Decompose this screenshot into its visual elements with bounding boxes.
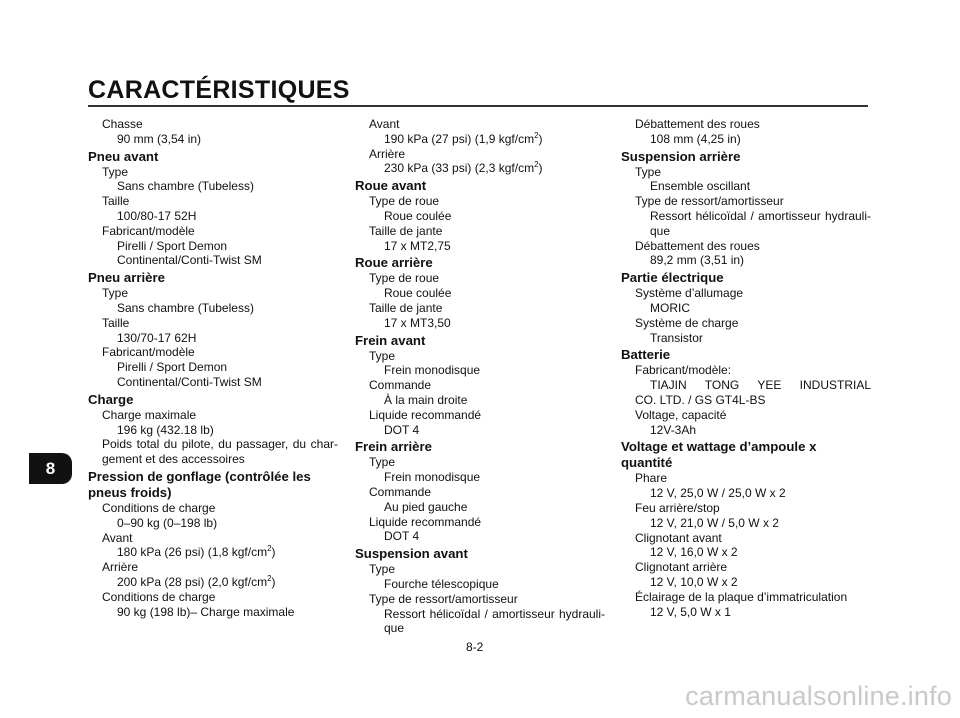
section-heading-frein-arriere: Frein arrière <box>355 439 432 455</box>
spec-value: Fourche télescopique <box>384 576 499 591</box>
spec-value: Continental/Conti-Twist SM <box>117 374 262 389</box>
section-heading-frein-avant: Frein avant <box>355 332 426 348</box>
spec-value: Continental/Conti-Twist SM <box>117 253 262 268</box>
spec-label: Type de roue <box>369 194 440 209</box>
section-heading-charge: Charge <box>88 391 134 407</box>
spec-label: Fabricant/modèle: <box>635 363 732 378</box>
spec-label: Voltage, capacité <box>635 407 727 422</box>
spec-value: 108 mm (4,25 in) <box>650 131 741 146</box>
heading-line: quantité <box>621 455 673 471</box>
spec-value: 196 kg (432.18 lb) <box>117 422 214 437</box>
spec-value: 17 x MT2,75 <box>384 238 451 253</box>
spec-value: Pirelli / Sport Demon <box>117 238 228 253</box>
spec-value: 180 kPa (26 psi) (1,8 kgf/$cm^2$) <box>117 544 276 560</box>
spec-value: 130/70-17 62H <box>117 330 197 345</box>
spec-value: Sans chambre (Tubeless) <box>117 300 254 315</box>
section-heading-roue-arriere: Roue arrière <box>355 255 433 271</box>
spec-label: Avant <box>102 530 133 545</box>
spec-label: Type de roue <box>369 271 440 286</box>
section-heading-pression <box>88 469 338 501</box>
page-title: CARACTÉRISTIQUES <box>88 76 350 104</box>
spec-value-line: Ressort hélicoïdal / amortisseur hydrauli- <box>384 606 605 621</box>
column-2 <box>355 117 605 636</box>
spec-value: MORIC <box>650 300 690 315</box>
spec-value-line: CO. LTD. / GS GT4L-BS <box>635 392 766 407</box>
heading-line: Voltage et wattage d’ampoule x <box>621 439 817 455</box>
spec-value: 12 V, 10,0 W x 2 <box>650 574 738 589</box>
spec-label: Type <box>635 164 662 179</box>
spec-value: 0–90 kg (0–198 lb) <box>117 515 218 530</box>
spec-note-line: Poids total du pilote, du passager, du char- <box>102 437 338 452</box>
spec-label: Éclairage de la plaque d’immatriculation <box>635 589 848 604</box>
spec-label: Commande <box>369 378 432 393</box>
spec-value-line: que <box>650 223 671 238</box>
spec-label: Type <box>102 164 129 179</box>
spec-value <box>621 378 871 408</box>
heading-line: Pression de gonflage (contrôlée les <box>88 468 311 484</box>
title-rule <box>88 105 868 107</box>
spec-value: 200 kPa (28 psi) (2,0 kgf/$cm^2$) <box>117 573 276 589</box>
heading-line: pneus froids) <box>88 484 172 500</box>
spec-note <box>88 437 338 467</box>
section-heading-suspension-avant: Suspension avant <box>355 546 468 562</box>
spec-value: 17 x MT3,50 <box>384 315 451 330</box>
section-heading-suspension-arriere: Suspension arrière <box>621 148 741 164</box>
spec-label: Type <box>369 348 396 363</box>
spec-value: 90 mm (3,54 in) <box>117 131 202 146</box>
spec-label: Type de ressort/amortisseur <box>635 194 784 209</box>
spec-value-line: que <box>384 621 405 636</box>
spec-label: Fabricant/modèle <box>102 223 195 238</box>
section-heading-partie-electrique: Partie électrique <box>621 270 724 286</box>
spec-label: Clignotant arrière <box>635 560 728 575</box>
spec-label: Taille de jante <box>369 300 443 315</box>
spec-label: Système d’allumage <box>635 286 744 301</box>
section-heading-roue-avant: Roue avant <box>355 178 427 194</box>
spec-value: 100/80-17 52H <box>117 208 197 223</box>
spec-label: Clignotant avant <box>635 530 722 545</box>
spec-value: 12V-3Ah <box>650 422 697 437</box>
spec-value: Transistor <box>650 330 703 345</box>
spec-value: 230 kPa (33 psi) (2,3 kgf/$cm^2$) <box>384 160 543 176</box>
spec-value: 190 kPa (27 psi) (1,9 kgf/$cm^2$) <box>384 130 543 146</box>
spec-value: Sans chambre (Tubeless) <box>117 179 254 194</box>
spec-label: Type <box>369 455 396 470</box>
spec-value: 12 V, 25,0 W / 25,0 W x 2 <box>650 486 786 501</box>
section-heading-batterie: Batterie <box>621 347 671 363</box>
section-heading-pneu-arriere: Pneu arrière <box>88 270 165 286</box>
spec-value: Ensemble oscillant <box>650 179 751 194</box>
section-heading-ampoules <box>621 439 871 471</box>
spec-label: Phare <box>635 471 668 486</box>
spec-value: 12 V, 21,0 W / 5,0 W x 2 <box>650 515 779 530</box>
page-number: 8-2 <box>466 640 484 654</box>
column-3 <box>621 117 871 619</box>
spec-value: Roue coulée <box>384 286 452 301</box>
spec-label: Commande <box>369 484 432 499</box>
spec-label: Débattement des roues <box>635 238 760 253</box>
spec-value: 89,2 mm (3,51 in) <box>650 253 745 268</box>
spec-value: Au pied gauche <box>384 499 468 514</box>
spec-label: Débattement des roues <box>635 117 760 131</box>
spec-value: DOT 4 <box>384 422 420 437</box>
spec-label: Conditions de charge <box>102 589 216 604</box>
spec-label: Taille de jante <box>369 223 443 238</box>
spec-label: Taille <box>102 315 130 330</box>
spec-label: Type <box>102 286 129 301</box>
spec-value: Frein monodisque <box>384 470 481 485</box>
spec-value: À la main droite <box>384 392 468 407</box>
spec-label: Conditions de charge <box>102 500 216 515</box>
spec-value: 12 V, 5,0 W x 1 <box>650 604 731 619</box>
spec-label: Type <box>369 562 396 577</box>
spec-label: Arrière <box>102 560 139 575</box>
spec-label: Chasse <box>102 117 143 131</box>
spec-value: 90 kg (198 lb)– Charge maximale <box>117 604 295 619</box>
spec-label: Liquide recommandé <box>369 407 482 422</box>
spec-value-line: Ressort hélicoïdal / amortisseur hydrauli- <box>650 208 871 223</box>
watermark: carmanualsonline.info <box>685 681 952 711</box>
spec-value: DOT 4 <box>384 529 420 544</box>
spec-label: Type de ressort/amortisseur <box>369 591 518 606</box>
spec-note-line: gement et des accessoires <box>102 452 245 467</box>
spec-label: Taille <box>102 194 130 209</box>
spec-label: Arrière <box>369 146 406 161</box>
spec-label: Feu arrière/stop <box>635 500 720 515</box>
spec-label: Charge maximale <box>102 407 197 422</box>
spec-value: Roue coulée <box>384 208 452 223</box>
spec-label: Liquide recommandé <box>369 514 482 529</box>
spec-value: Pirelli / Sport Demon <box>117 360 228 375</box>
spec-value <box>355 607 605 637</box>
spec-value <box>621 209 871 239</box>
spec-value-line: TIAJIN TONG YEE INDUSTRIAL <box>650 378 871 393</box>
spec-label: Système de charge <box>635 315 739 330</box>
section-heading-pneu-avant: Pneu avant <box>88 148 159 164</box>
column-1 <box>88 117 338 619</box>
spec-label: Avant <box>369 117 400 131</box>
chapter-tab: 8 <box>29 453 72 484</box>
spec-value: Frein monodisque <box>384 363 481 378</box>
spec-value: 12 V, 16,0 W x 2 <box>650 545 738 560</box>
spec-label: Fabricant/modèle <box>102 345 195 360</box>
